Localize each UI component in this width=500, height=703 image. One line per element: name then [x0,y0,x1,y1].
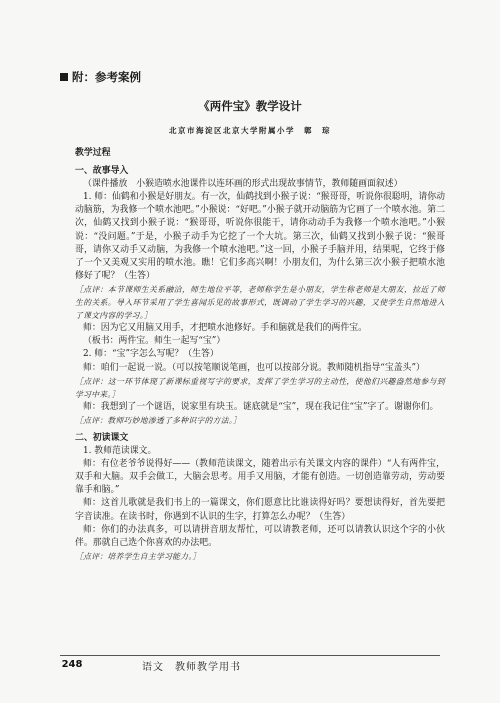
book-title: 语文 教师教学用书 [142,662,241,673]
body-paragraph: 1. 教师范读课文。 [83,446,157,457]
footer-rule [60,655,440,656]
section-heading: 二、初读课文 [75,432,129,443]
page-number: 248 [61,659,83,670]
body-paragraph: 师：这首儿歌就是我们书上的一篇课文，你们愿意比比谁读得好吗？要想读得好，首先要把字音读准。在读书时，你遇到不认识的生字，打算怎么办呢？（生答） [75,498,445,522]
body-paragraph: （板书：两件宝。师生一起写“宝”） [83,336,226,347]
body-paragraph: 1. 师：仙鹤和小猴是好朋友。有一次，仙鹤找到小猴子说：“猴哥哥，听说你很聪明，请你动动脑筋，为我修一个喷水池吧。”小猴说：“好吧。”小猴子就开动脑筋为它画了一个喷水池。第二次，仙鹤又找到小猴子说：“猴哥哥，听说你很能干，请你动动手为我修一个喷水池吧。”小猴说：“没问题。”于是，小猴子动手为它挖了一个大坑。第三次，仙鹤又找到小猴子说：“猴哥哥，请你又动手又动脑，为我修一个喷水池吧。”这一回，小猴子手脑并用，结果呢，它终于修了一个又美观又实用的喷水池。瞧！它们多高兴啊！小朋友们，为什么第三次小猴子把喷水池修好了呢？（生答） [75,192,445,281]
commentary-note: ［点评：教师巧妙地渗透了多种识字的方法。］ [75,415,242,425]
section-heading: 一、故事导入 [75,166,129,177]
body-paragraph: （课件播放 小猴造喷水池课件以连环画的形式出现故事情节，教师随画面叙述） [83,179,403,190]
commentary-note: ［点评：这一环节体现了新课标重视写字的要求，发挥了学生学习的主动性，使他们兴趣盎然地参与到学习中来。］ [75,376,445,399]
author-line: 北京市海淀区北京大学附属小学 鄣 琮 [169,126,331,135]
body-paragraph: 师：你们的办法真多，可以请拼音朋友帮忙，可以请教老师，还可以请教认识这个字的小伙伴。那就自己选个你喜欢的办法吧。 [75,524,445,548]
body-paragraph: 师：因为它又用脑又用手，才把喷水池修好。手和脑就是我们的两件宝。 [83,323,367,334]
section-heading: 教学过程 [75,148,111,158]
body-paragraph: 2. 师：“宝”字怎么写呢？（生答） [83,349,219,360]
section-header-label: 附：参考案例 [72,70,141,84]
page-footer [0,655,500,675]
square-bullet-icon [60,73,68,81]
section-header [60,69,141,85]
document-title: 《两件宝》教学设计 [198,99,302,113]
commentary-note: ［点评：培养学生自主学习能力。］ [75,551,201,561]
body-paragraph: 师：有位老爷爷说得好——（教师范读课文，随着出示有关课文内容的课件）“人有两件宝，双手和大脑。双手会做工，大脑会思考。用手又用脑，才能有创造。一切创造靠劳动，劳动要靠手和脑。” [75,459,445,496]
commentary-note: ［点评：本节课师生关系融洽，师生地位平等，老师称学生是小朋友，学生称老师是大朋友，拉近了师生的关系。导入环节采用了学生喜闻乐见的故事形式，既调动了学生学习的兴趣，又使学生自然地进入了课文内容的学习。］ [75,284,445,321]
body-paragraph: 师：我想到了一个谜语，说家里有块玉。谜底就是“宝”，现在我记住“宝”字了。谢谢你们。 [83,401,439,412]
document-body [75,147,445,563]
body-paragraph: 师：咱们一起说一说。（可以按笔顺说笔画，也可以按部分说。教师随机指导“宝盖头”） [83,362,425,373]
